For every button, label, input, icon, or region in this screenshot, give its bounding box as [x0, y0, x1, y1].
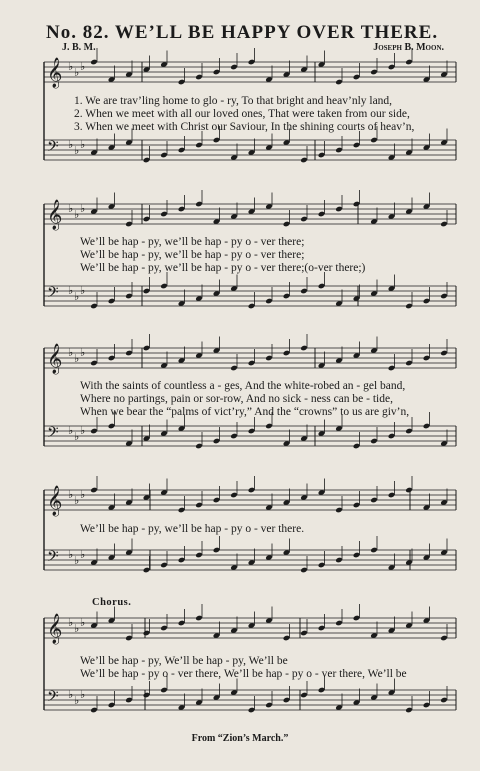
bass-clef-icon: 𝄢 [47, 138, 59, 159]
bass-clef-icon: 𝄢 [47, 284, 59, 305]
bass-clef-icon: 𝄢 [47, 548, 59, 569]
flat-icon: ♭ [68, 202, 74, 215]
flat-icon: ♭ [80, 488, 86, 501]
flat-icon: ♭ [80, 60, 86, 73]
verse-line: 3. When we meet with Christ our Saviour, In the shining courts of heav’n, [74, 121, 415, 133]
flat-icon: ♭ [74, 430, 80, 443]
verse-line: 2. When we meet with all our loved ones, That were taken from our side, [74, 108, 410, 120]
flat-icon: ♭ [68, 548, 74, 561]
bass-clef-icon: 𝄢 [47, 424, 59, 445]
flat-icon: ♭ [80, 688, 86, 701]
flat-icon: ♭ [74, 208, 80, 221]
flat-icon: ♭ [80, 346, 86, 359]
flat-icon: ♭ [74, 352, 80, 365]
flat-icon: ♭ [80, 138, 86, 151]
words-author: J. B. M. [62, 42, 96, 53]
treble-clef-icon: 𝄞 [47, 200, 63, 230]
refrain-line: We’ll be hap - py, we’ll be hap - py o - ver there; [80, 236, 305, 248]
refrain-line: We’ll be hap - py, we’ll be hap - py o - ver there; [80, 249, 305, 261]
treble-clef-icon: 𝄞 [47, 58, 63, 88]
flat-icon: ♭ [74, 66, 80, 79]
flat-icon: ♭ [74, 622, 80, 635]
source-credit: From “Zion’s March.” [191, 733, 289, 744]
flat-icon: ♭ [68, 346, 74, 359]
verse-line: Where no partings, pain or sor-row, And no sick - ness can be - tide, [80, 393, 393, 405]
treble-clef-icon: 𝄞 [47, 344, 63, 374]
music-author: Joseph B. Moon. [373, 42, 444, 53]
verse-line: With the saints of countless a - ges, And the white-robed an - gel band, [80, 380, 406, 392]
flat-icon: ♭ [68, 284, 74, 297]
flat-icon: ♭ [74, 694, 80, 707]
flat-icon: ♭ [74, 144, 80, 157]
refrain-line: We’ll be hap - py, we’ll be hap - py o - ver there;(o-ver there;) [80, 262, 366, 274]
flat-icon: ♭ [68, 60, 74, 73]
flat-icon: ♭ [74, 554, 80, 567]
bass-clef-icon: 𝄢 [47, 688, 59, 709]
flat-icon: ♭ [68, 424, 74, 437]
treble-clef-icon: 𝄞 [47, 614, 63, 644]
flat-icon: ♭ [68, 488, 74, 501]
flat-icon: ♭ [68, 138, 74, 151]
verse-line: 1. We are trav’ling home to glo - ry, To that bright and heav’nly land, [74, 95, 393, 107]
chorus-line: We’ll be hap - py, We’ll be hap - py, We’ll be [80, 655, 288, 667]
verse-line: When we bear the “palms of vict’ry,” And the “crowns” to us are giv’n, [80, 406, 410, 418]
flat-icon: ♭ [80, 284, 86, 297]
flat-icon: ♭ [80, 548, 86, 561]
flat-icon: ♭ [80, 424, 86, 437]
chorus-line: We’ll be hap - py o - ver there, We’ll be hap - py o - ver there, We’ll be [80, 668, 407, 680]
chorus-label: Chorus. [92, 597, 132, 608]
flat-icon: ♭ [68, 616, 74, 629]
hymn-title: No. 82. WE’LL BE HAPPY OVER THERE. [46, 22, 439, 43]
flat-icon: ♭ [80, 616, 86, 629]
flat-icon: ♭ [74, 290, 80, 303]
flat-icon: ♭ [74, 494, 80, 507]
flat-icon: ♭ [68, 688, 74, 701]
flat-icon: ♭ [80, 202, 86, 215]
treble-clef-icon: 𝄞 [47, 486, 63, 516]
refrain-line: We’ll be hap - py, we’ll be hap - py o - ver there. [80, 523, 305, 535]
